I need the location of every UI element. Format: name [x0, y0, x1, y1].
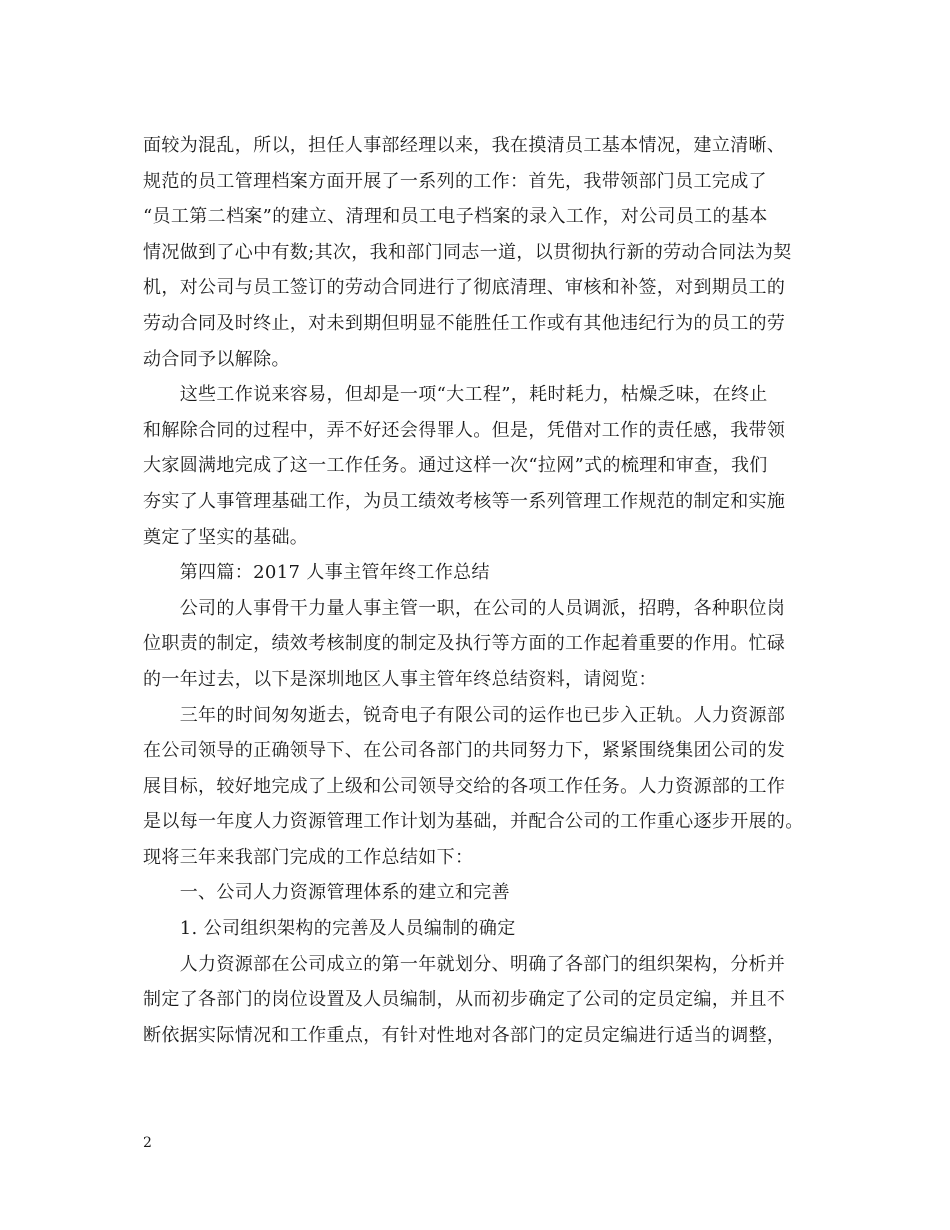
text-line: 规范的员工管理档案方面开展了一系列的工作：首先，我带领部门员工完成了	[143, 170, 767, 192]
text-line: 和解除合同的过程中，弄不好还会得罪人。但是，凭借对工作的责任感，我带领	[143, 419, 786, 441]
text-line: 人力资源部在公司成立的第一年就划分、明确了各部门的组织架构，分析并	[143, 953, 786, 975]
text-line: 动合同予以解除。	[143, 348, 290, 370]
subsection-heading: 1. 公司组织架构的完善及人员编制的确定	[143, 918, 516, 940]
text-line: 情况做到了心中有数;其次，我和部门同志一道，以贯彻执行新的劳动合同法为契	[143, 241, 792, 263]
text-line: 面较为混乱，所以，担任人事部经理以来，我在摸清员工基本情况，建立清晰、	[143, 135, 786, 156]
page-number: 2	[143, 1135, 152, 1151]
text-line: 现将三年来我部门完成的工作总结如下：	[143, 846, 474, 868]
text-line: 制定了各部门的岗位设置及人员编制，从而初步确定了公司的定员定编，并且不	[143, 989, 786, 1011]
text-line: 在公司领导的正确领导下、在公司各部门的共同努力下，紧紧围绕集团公司的发	[143, 740, 786, 762]
text-line: 大家圆满地完成了这一工作任务。通过这样一次“拉网”式的梳理和审查，我们	[143, 455, 768, 477]
section-heading: 一、公司人力资源管理体系的建立和完善	[143, 882, 510, 904]
text-line: 的一年过去，以下是深圳地区人事主管年终总结资料，请阅览：	[143, 668, 657, 690]
text-line: 断依据实际情况和工作重点，有针对性地对各部门的定员定编进行适当的调整，	[143, 1024, 786, 1046]
text-line: 机，对公司与员工签订的劳动合同进行了彻底清理、审核和补签，对到期员工的	[143, 277, 786, 299]
text-line: 这些工作说来容易，但却是一项“大工程”，耗时耗力，枯燥乏味，在终止	[143, 384, 768, 406]
text-line: “员工第二档案”的建立、清理和员工电子档案的录入工作，对公司员工的基本	[143, 206, 768, 228]
text-line: 展目标，较好地完成了上级和公司领导交给的各项工作任务。人力资源部的工作	[143, 775, 786, 797]
text-line: 三年的时间匆匆逝去，锐奇电子有限公司的运作也已步入正轨。人力资源部	[143, 704, 786, 726]
text-line: 公司的人事骨干力量人事主管一职，在公司的人员调派，招聘，各种职位岗	[143, 597, 786, 619]
body-text	[143, 128, 813, 1053]
section-heading: 第四篇：2017 人事主管年终工作总结	[143, 562, 490, 584]
text-line: 是以每一年度人力资源管理工作计划为基础，并配合公司的工作重心逐步开展的。	[143, 811, 804, 833]
text-line: 位职责的制定，绩效考核制度的制定及执行等方面的工作起着重要的作用。忙碌	[143, 633, 786, 655]
text-line: 奠定了坚实的基础。	[143, 526, 309, 548]
text-line: 劳动合同及时终止，对未到期但明显不能胜任工作或有其他违纪行为的员工的劳	[143, 312, 786, 334]
text-line: 夯实了人事管理基础工作，为员工绩效考核等一系列管理工作规范的制定和实施	[143, 490, 786, 512]
